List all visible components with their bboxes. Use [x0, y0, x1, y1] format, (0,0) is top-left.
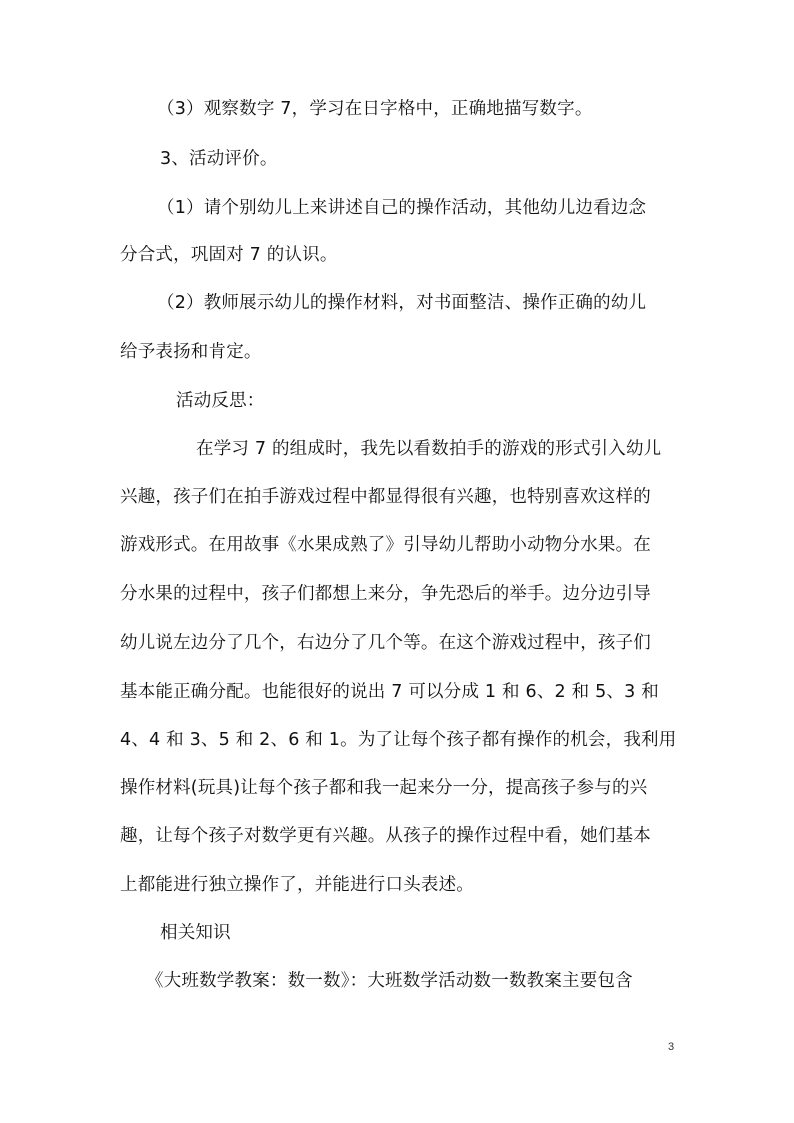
page-number: 3	[668, 1041, 675, 1053]
text-line-reflection-7: 4、4 和 3、5 和 2、6 和 1。为了让每个孩子都有操作的机会，我利用	[120, 730, 677, 750]
text-line-reflection-2: 兴趣，孩子们在拍手游戏过程中都显得很有兴趣，也特别喜欢这样的	[120, 487, 651, 507]
heading-activity-reflection: 活动反思：	[176, 391, 265, 411]
text-line-reflection-4: 分水果的过程中，孩子们都想上来分，争先恐后的举手。边分边引导	[120, 584, 651, 604]
text-line-eval-2a: （2）教师展示幼儿的操作材料，对书面整洁、操作正确的幼儿	[157, 293, 647, 313]
text-line-reflection-8: 操作材料(玩具)让每个孩子都和我一起来分一分，提高孩子参与的兴	[120, 778, 648, 798]
text-line-reflection-10: 上都能进行独立操作了，并能进行口头表述。	[120, 875, 474, 895]
text-line-related-1: 《大班数学教案：数一数》：大班数学活动数一数教案主要包含	[146, 971, 633, 991]
text-line-observe-seven: （3）观察数字 7，学习在日字格中，正确地描写数字。	[157, 99, 593, 119]
text-line-eval-1a: （1）请个别幼儿上来讲述自己的操作活动，其他幼儿边看边念	[157, 198, 647, 218]
heading-related-knowledge: 相关知识	[160, 923, 231, 943]
text-line-reflection-6: 基本能正确分配。也能很好的说出 7 可以分成 1 和 6、2 和 5、3 和	[120, 682, 659, 702]
text-line-reflection-3: 游戏形式。在用故事《水果成熟了》引导幼儿帮助小动物分水果。在	[120, 535, 651, 555]
text-line-reflection-5: 幼儿说左边分了几个，右边分了几个等。在这个游戏过程中，孩子们	[120, 633, 651, 653]
text-line-eval-2b: 给予表扬和肯定。	[120, 342, 262, 362]
text-line-reflection-1: 在学习 7 的组成时，我先以看数拍手的游戏的形式引入幼儿	[196, 439, 662, 459]
text-line-reflection-9: 趣，让每个孩子对数学更有兴趣。从孩子的操作过程中看，她们基本	[120, 826, 651, 846]
text-line-eval-1b: 分合式，巩固对 7 的认识。	[120, 245, 338, 265]
heading-activity-evaluation: 3、活动评价。	[160, 149, 278, 169]
